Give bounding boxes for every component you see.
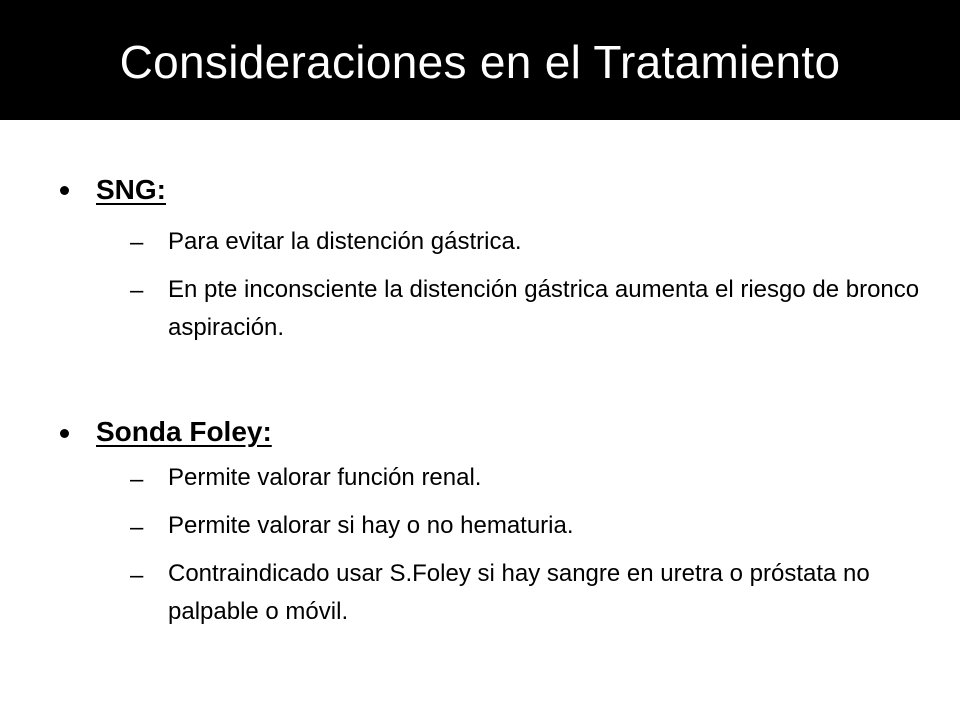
bullet-dot-icon xyxy=(60,186,69,195)
list-item: Para evitar la distención gástrica. xyxy=(168,228,522,255)
section-heading-sng: SNG: xyxy=(96,174,166,205)
slide-title: Consideraciones en el Tratamiento xyxy=(119,36,841,88)
dash-icon: – xyxy=(130,562,144,589)
dash-icon: – xyxy=(130,277,144,304)
list-item: Contraindicado usar S.Foley si hay sangre en uretra o próstata no palpable o móvil. xyxy=(168,560,870,625)
section-heading-sonda-foley: Sonda Foley: xyxy=(96,416,272,447)
dash-icon: – xyxy=(130,514,144,541)
list-item: En pte inconsciente la distención gástrica aumenta el riesgo de bronco aspiración. xyxy=(168,276,920,341)
list-item: Permite valorar función renal. xyxy=(168,464,482,491)
list-item: Permite valorar si hay o no hematuria. xyxy=(168,512,574,539)
dash-icon: – xyxy=(130,229,144,256)
bullet-dot-icon xyxy=(60,429,69,438)
dash-icon: – xyxy=(130,466,144,493)
